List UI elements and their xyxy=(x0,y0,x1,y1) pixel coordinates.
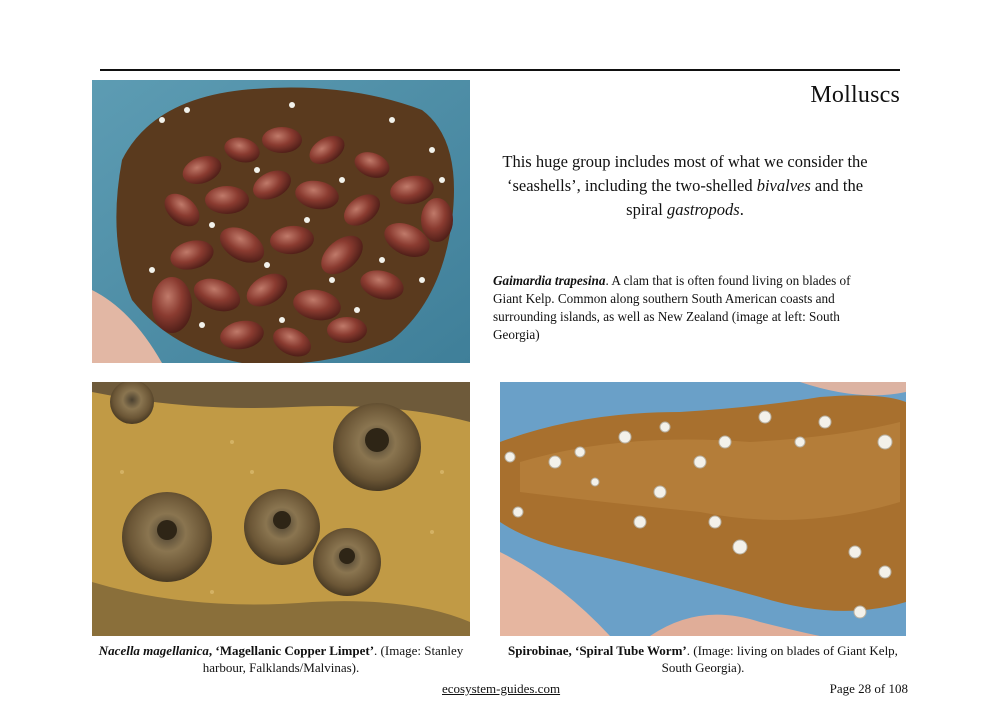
intro-paragraph: This huge group includes most of what we consider the ‘seashells’, including the two-shelled bivalves and the spiral gastropods. xyxy=(502,152,868,219)
header-rule xyxy=(100,69,900,71)
page-title: Molluscs xyxy=(810,82,900,108)
gaimardia-photo xyxy=(92,80,470,363)
tube-worm-name: Spirobinae, ‘Spiral Tube Worm’ xyxy=(508,643,687,658)
limpet-species-name: Nacella magellanica xyxy=(98,643,209,658)
page-number: Page 28 of 108 xyxy=(829,681,908,696)
limpet-common-name: ‘Magellanic Copper Limpet’ xyxy=(215,643,375,658)
gaimardia-species-name: Gaimardia trapesina xyxy=(493,273,606,288)
limpet-caption: Nacella magellanica, ‘Magellanic Copper Limpet’. (Image: Stanley harbour, Falklands/Malvinas). xyxy=(98,643,464,675)
limpet-photo xyxy=(92,382,470,636)
tube-worm-photo xyxy=(500,382,906,636)
gaimardia-caption: Gaimardia trapesina. A clam that is often found living on blades of Giant Kelp. Common along southern South American coasts and surrounding islands, as well as New Zealand (image at left: South Georgia) xyxy=(493,273,851,342)
tube-worm-caption: Spirobinae, ‘Spiral Tube Worm’. (Image: living on blades of Giant Kelp, South Georgia). xyxy=(508,643,898,675)
site-link[interactable]: ecosystem-guides.com xyxy=(442,681,561,696)
